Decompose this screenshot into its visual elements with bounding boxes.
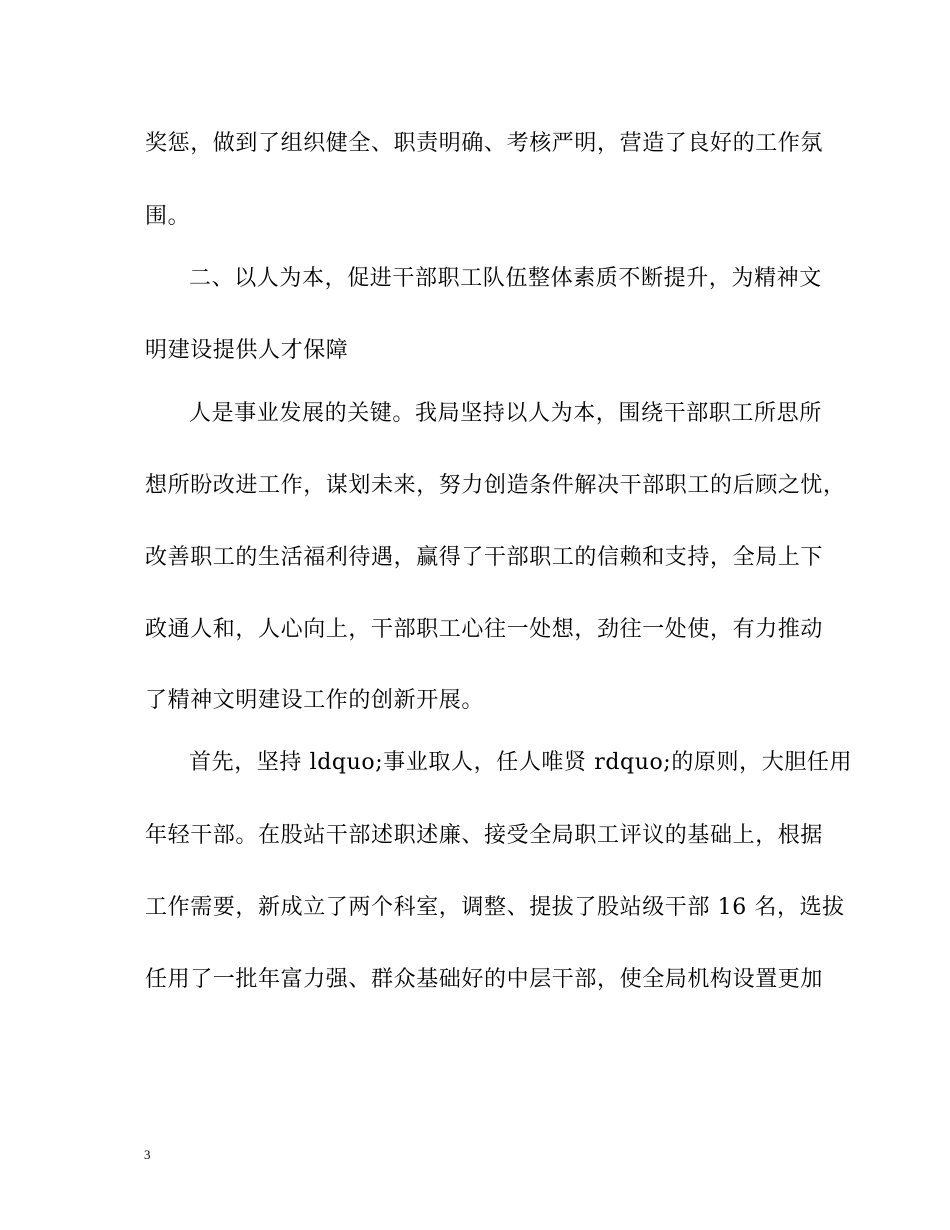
text-line: 奖惩，做到了组织健全、职责明确、考核严明，营造了良好的工作氛 <box>145 131 824 156</box>
section-heading-line: 明建设提供人才保障 <box>145 338 349 363</box>
text-line: 想所盼改进工作，谋划未来，努力创造条件解决干部职工的后顾之忧， <box>145 473 846 498</box>
section-heading-line: 二、以人为本，促进干部职工队伍整体素质不断提升，为精神文 <box>189 266 822 291</box>
text-line: 首先，坚持 ldquo;事业取人，任人唯贤 rdquo;的原则，大胆任用 <box>189 750 853 775</box>
text-line: 人是事业发展的关键。我局坚持以人为本，围绕干部职工所思所 <box>189 401 822 426</box>
text-line: 改善职工的生活福利待遇，赢得了干部职工的信赖和支持，全局上下 <box>145 545 824 570</box>
text-line: 了精神文明建设工作的创新开展。 <box>145 688 485 713</box>
text-line: 工作需要，新成立了两个科室，调整、提拔了股站级干部 16 名，选拔 <box>145 895 845 920</box>
text-line: 政通人和，人心向上，干部职工心往一处想，劲往一处使，有力推动 <box>145 617 824 642</box>
text-line: 任用了一批年富力强、群众基础好的中层干部，使全局机构设置更加 <box>145 967 824 992</box>
text-line: 围。 <box>145 204 191 229</box>
text-line: 年轻干部。在股站干部述职述廉、接受全局职工评议的基础上，根据 <box>145 823 824 848</box>
page-number: 3 <box>144 1147 151 1162</box>
